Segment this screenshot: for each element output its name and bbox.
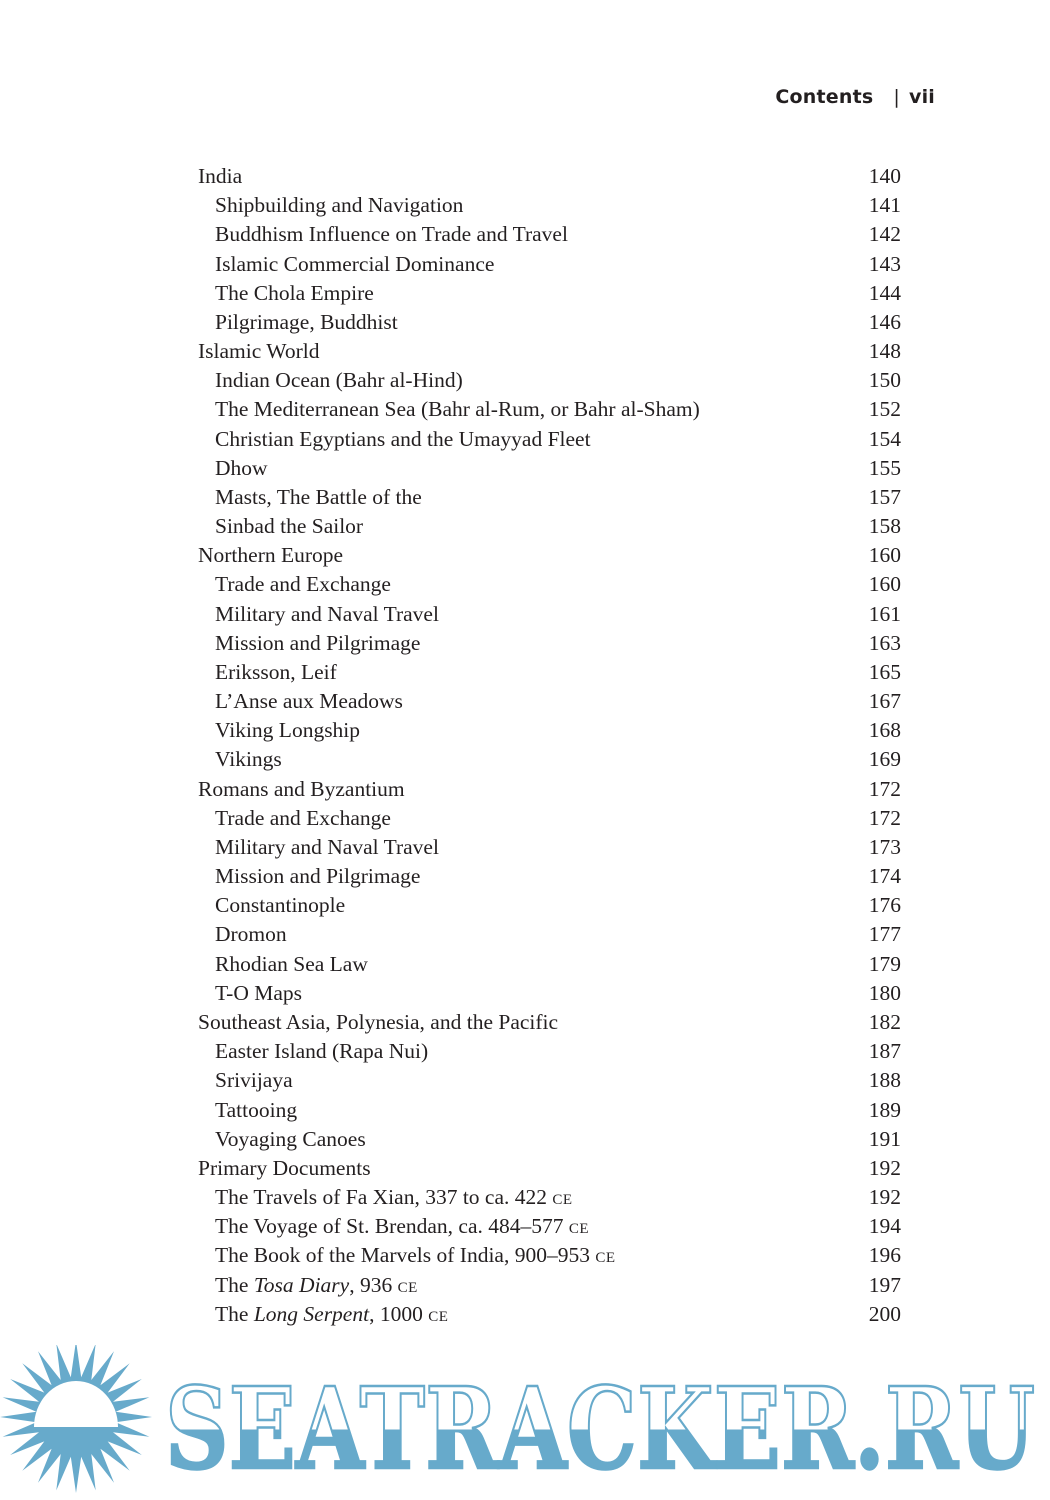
entry-title [198,804,391,833]
entry-era: CE [397,1279,418,1296]
entry-page-number: 152 [868,397,901,422]
entry-title-text: Mission and Pilgrimage [215,864,421,889]
table-of-contents [198,162,901,1329]
entry-title-text: Trade and Exchange [215,572,391,597]
entry-title-text: Constantinople [215,893,346,918]
entry-title [198,308,398,337]
entry-title [198,250,494,279]
entry-title [198,1008,558,1037]
entry-page-number: 154 [868,426,901,451]
toc-subentry [198,891,901,920]
entry-page-number: 155 [868,455,901,480]
toc-subentry [198,454,901,483]
toc-section-entry [198,337,901,366]
toc-subentry [198,512,901,541]
toc-subentry [198,191,901,220]
entry-era: CE [428,1308,449,1325]
entry-title-text: Mission and Pilgrimage [215,630,421,655]
entry-page-number: 165 [868,659,901,684]
toc-subentry [198,425,901,454]
entry-era: CE [568,1221,590,1238]
entry-title-text: India [198,164,243,188]
entry-title-text: , 936 [349,1272,398,1297]
entry-page-number: 140 [868,164,901,188]
entry-title [198,512,363,541]
entry-page-number: 148 [868,339,901,364]
entry-page-number: 191 [868,1126,901,1151]
entry-title-text: Viking Longship [215,718,361,743]
toc-subentry [198,1037,901,1066]
entry-title-text: Srivijaya [215,1068,293,1093]
toc-subentry [198,1300,901,1329]
header-separator: | [893,86,900,108]
entry-page-number: 168 [868,718,901,743]
entry-title-text: L’Anse aux Meadows [215,689,403,714]
entry-page-number: 172 [868,776,901,801]
entry-title-text: Islamic Commercial Dominance [215,251,495,276]
entry-title [198,891,345,920]
entry-title-text: The [215,1301,254,1326]
toc-subentry [198,279,901,308]
entry-page-number: 194 [868,1214,901,1239]
entry-title-text: Southeast Asia, Polynesia, and the Pacific [198,1009,559,1034]
entry-title [198,950,368,979]
entry-title-text: Primary Documents [198,1155,371,1180]
entry-title-italic: Tosa Diary [253,1272,350,1297]
entry-page-number: 163 [868,630,901,655]
entry-title-text: The Book of the Marvels of India, 900–953 [215,1243,596,1268]
toc-subentry [198,950,901,979]
toc-subentry [198,979,901,1008]
entry-page-number: 161 [868,601,901,626]
entry-page-number: 187 [868,1039,901,1064]
entry-title-text: The Mediterranean Sea (Bahr al-Rum, or Bahr al-Sham) [215,397,700,422]
entry-title-text: Easter Island (Rapa Nui) [215,1039,429,1064]
entry-title-text: The Voyage of St. Brendan, ca. 484–577 [215,1214,569,1239]
entry-title-text: Eriksson, Leif [215,659,337,684]
entry-title [198,570,391,599]
entry-title-text: Tattooing [215,1097,298,1122]
entry-title-text: Trade and Exchange [215,805,391,830]
entry-title-text: Islamic World [198,339,320,364]
entry-page-number: 192 [868,1185,901,1210]
entry-page-number: 169 [868,747,901,772]
entry-title-text: Romans and Byzantium [198,776,405,801]
entry-title-text: Military and Naval Travel [215,834,439,859]
entry-title [198,454,268,483]
entry-title [198,191,463,220]
entry-title-text: The Chola Empire [215,280,374,305]
entry-page-number: 142 [868,222,901,247]
entry-title-italic: Long Serpent [253,1301,370,1326]
entry-title-text: Pilgrimage, Buddhist [215,309,398,334]
entry-title [198,162,242,191]
toc-section-entry [198,162,901,191]
entry-title [198,425,591,454]
entry-title [198,833,439,862]
toc-section-entry [198,1154,901,1183]
running-header [775,86,935,108]
entry-page-number: 197 [868,1272,901,1297]
entry-title [198,920,287,949]
toc-subentry [198,1212,901,1241]
entry-page-number: 172 [868,805,901,830]
toc-subentry [198,395,901,424]
watermark-text: SEATRACKER.RU [165,1364,1035,1495]
toc-subentry [198,687,901,716]
entry-title-text: Rhodian Sea Law [215,951,368,976]
toc-subentry [198,366,901,395]
entry-page-number: 143 [868,251,901,276]
toc-subentry [198,250,901,279]
entry-era: CE [595,1250,616,1267]
header-page-number: vii [908,86,935,108]
toc-subentry [198,1183,901,1212]
entry-page-number: 179 [868,951,901,976]
entry-page-number: 180 [868,980,901,1005]
entry-title [198,541,343,570]
entry-title [198,745,282,774]
entry-title-text: , 1000 [369,1301,429,1326]
entry-page-number: 192 [868,1155,901,1180]
entry-title-text: The [215,1272,254,1297]
entry-title [198,600,439,629]
toc-subentry [198,716,901,745]
entry-title [198,629,420,658]
entry-title-text: Military and Naval Travel [215,601,439,626]
entry-title [198,1125,366,1154]
toc-section-entry [198,775,901,804]
entry-title-text: Northern Europe [198,543,344,568]
watermark-logo [0,1345,1050,1500]
entry-title [198,279,374,308]
entry-page-number: 177 [868,922,901,947]
sun-icon [0,1345,152,1493]
entry-title [198,1271,418,1300]
toc-subentry [198,804,901,833]
entry-page-number: 182 [868,1009,901,1034]
entry-title [198,220,568,249]
toc-subentry [198,920,901,949]
entry-title [198,337,319,366]
entry-title [198,862,420,891]
toc-subentry [198,483,901,512]
entry-title-text: T-O Maps [215,980,302,1005]
entry-title-text: Vikings [215,747,282,772]
toc-subentry [198,220,901,249]
entry-title [198,775,405,804]
entry-title [198,395,700,424]
toc-subentry [198,570,901,599]
entry-title-text: Voyaging Canoes [215,1126,366,1151]
toc-subentry [198,1125,901,1154]
entry-title-text: Dromon [215,922,287,947]
entry-page-number: 189 [868,1097,901,1122]
entry-page-number: 196 [868,1243,901,1268]
entry-title [198,1154,371,1183]
toc-subentry [198,833,901,862]
entry-page-number: 167 [868,689,901,714]
toc-section-entry [198,541,901,570]
toc-subentry [198,745,901,774]
entry-title [198,483,422,512]
entry-title [198,687,403,716]
entry-title [198,1066,293,1095]
entry-title-text: The Travels of Fa Xian, 337 to ca. 422 [215,1185,553,1210]
toc-subentry [198,600,901,629]
toc-subentry [198,658,901,687]
entry-title-text: Dhow [215,455,268,480]
entry-title-text: Masts, The Battle of the [215,484,422,509]
entry-page-number: 176 [868,893,901,918]
entry-page-number: 146 [868,309,901,334]
toc-subentry [198,1271,901,1300]
entry-title [198,979,302,1008]
toc-section-entry [198,1008,901,1037]
entry-title-text: Buddhism Influence on Trade and Travel [215,222,568,247]
entry-page-number: 188 [868,1068,901,1093]
toc-subentry [198,1241,901,1270]
entry-title [198,716,360,745]
entry-page-number: 174 [868,864,901,889]
entry-title [198,658,337,687]
entry-page-number: 173 [868,834,901,859]
entry-title-text: Indian Ocean (Bahr al-Hind) [215,368,463,393]
entry-page-number: 200 [868,1301,901,1326]
entry-title [198,366,463,395]
entry-page-number: 150 [868,368,901,393]
entry-page-number: 144 [868,280,901,305]
entry-title [198,1300,448,1329]
entry-era: CE [552,1192,573,1209]
entry-page-number: 157 [868,484,901,509]
entry-page-number: 141 [868,193,901,218]
entry-title [198,1241,616,1270]
toc-subentry [198,308,901,337]
toc-subentry [198,629,901,658]
entry-page-number: 160 [868,543,901,568]
toc-subentry [198,862,901,891]
entry-title-text: Shipbuilding and Navigation [215,193,464,218]
entry-title [198,1212,589,1241]
header-section: Contents [775,86,874,108]
entry-title [198,1183,573,1212]
entry-page-number: 158 [868,514,901,539]
entry-page-number: 160 [868,572,901,597]
entry-title-text: Christian Egyptians and the Umayyad Fleet [215,426,591,451]
entry-title [198,1037,428,1066]
entry-title-text: Sinbad the Sailor [215,514,364,539]
toc-subentry [198,1066,901,1095]
entry-title [198,1096,297,1125]
toc-subentry [198,1096,901,1125]
